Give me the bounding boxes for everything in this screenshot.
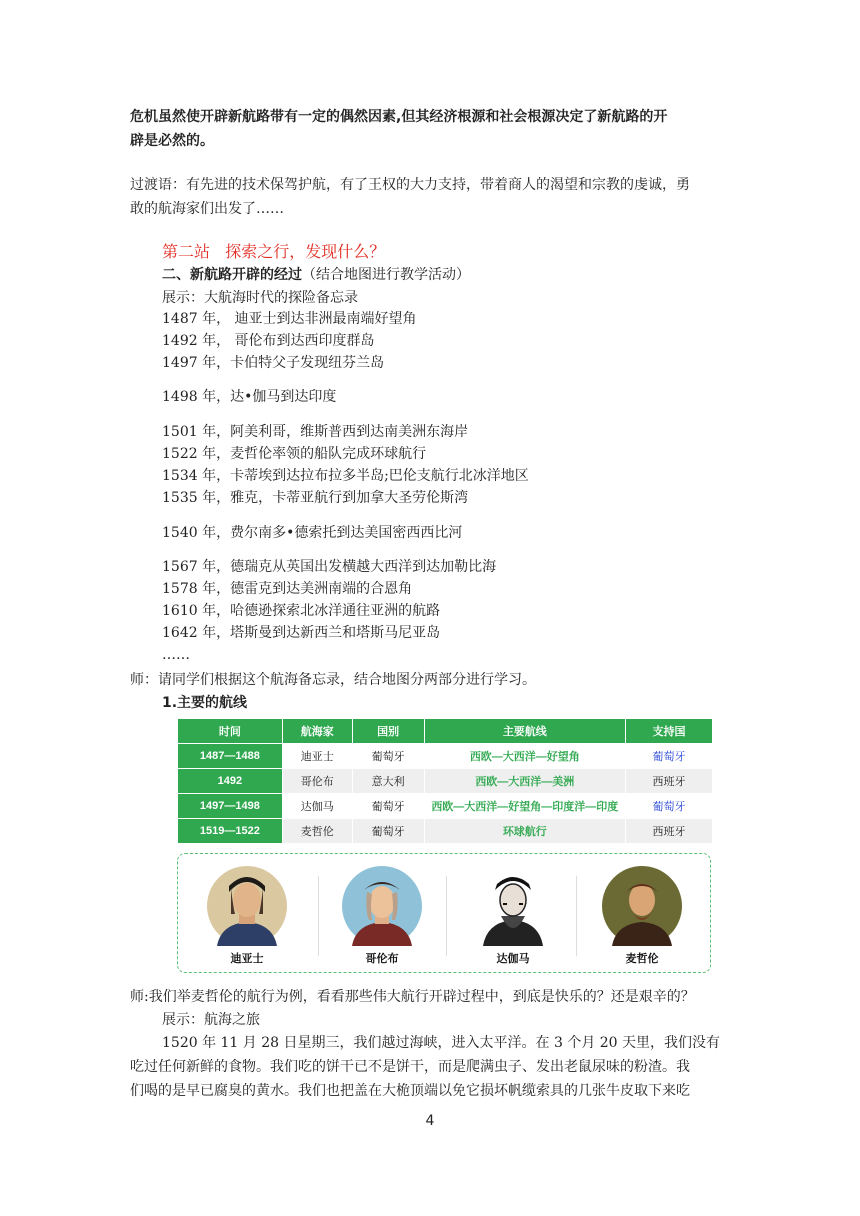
timeline-item: 1534 年，卡蒂埃到达拉布拉多半岛;巴伦支航行北冰洋地区: [162, 468, 529, 484]
table-header: 时间: [178, 719, 283, 744]
timeline-item: 1540 年，费尔南多•德索托到达美国密西西比河: [162, 525, 463, 541]
cell-time: 1487—1488: [178, 744, 283, 769]
timeline-item: 1501 年，阿美利哥，维斯普西到达南美洲东海岸: [162, 424, 469, 440]
timeline-item: 1522 年，麦哲伦率领的船队完成环球航行: [162, 446, 427, 462]
cell-sponsor: 西班牙: [626, 819, 713, 844]
cell-sponsor: 葡萄牙: [626, 744, 713, 769]
table-row: [178, 744, 713, 769]
portrait-name: 麦哲伦: [625, 953, 659, 965]
table-row: [178, 819, 713, 844]
timeline-ellipsis: ……: [162, 647, 190, 663]
timeline-item: 1498 年，达•伽马到达印度: [162, 389, 337, 405]
portrait-divider: [318, 876, 319, 956]
teacher-question: 师:我们举麦哲伦的航行为例，看看那些伟大航行开辟过程中，到底是快乐的？还是艰辛的？: [130, 989, 695, 1005]
timeline-item: 1487 年， 迪亚士到达非洲最南端好望角: [162, 311, 417, 327]
show-memo-label: 展示：大航海时代的探险备忘录: [162, 290, 358, 306]
timeline-item: 1492 年， 哥伦布到达西印度群岛: [162, 333, 375, 349]
timeline-item: 1567 年，德瑞克从英国出发横越大西洋到达加勒比海: [162, 559, 497, 575]
timeline-item: 1610 年，哈德逊探索北冰洋通往亚洲的航路: [162, 603, 441, 619]
transition-line-2: 敢的航海家们出发了……: [130, 201, 284, 217]
timeline-item: 1642 年，塔斯曼到达新西兰和塔斯马尼亚岛: [162, 625, 441, 641]
intro-bold-line-1: 危机虽然使开辟新航路带有一定的偶然因素,但其经济根源和社会根源决定了新航路的开: [130, 109, 668, 125]
section-heading-note: （结合地图进行教学活动）: [302, 267, 470, 283]
timeline-item: 1578 年，德雷克到达美洲南端的合恩角: [162, 581, 413, 597]
cell-country: 葡萄牙: [352, 819, 424, 844]
cell-country: 意大利: [352, 769, 424, 794]
portrait-name: 哥伦布: [365, 953, 399, 965]
cell-time: 1492: [178, 769, 283, 794]
table-row: [178, 794, 713, 819]
table-header: 主要航线: [424, 719, 626, 744]
portrait-card: [332, 866, 432, 966]
table-row: [178, 769, 713, 794]
story-line: 1520 年 11 月 28 日星期三，我们越过海峡，进入太平洋。在 3 个月 20 天里，我们没有: [162, 1035, 721, 1051]
da-gama-portrait-icon: [473, 866, 553, 946]
cell-route: 西欧—大西洋—好望角—印度洋—印度: [424, 794, 626, 819]
cell-route: 环球航行: [424, 819, 626, 844]
cell-route: 西欧—大西洋—美洲: [424, 769, 626, 794]
cell-country: 葡萄牙: [352, 794, 424, 819]
table-header: 航海家: [282, 719, 352, 744]
dias-portrait-icon: [207, 866, 287, 946]
show-voyage-label: 展示：航海之旅: [162, 1012, 260, 1028]
cell-sponsor: 西班牙: [626, 769, 713, 794]
intro-bold-line-2: 辟是必然的。: [130, 133, 214, 149]
cell-time: 1497—1498: [178, 794, 283, 819]
timeline-item: 1535 年，雅克，卡蒂亚航行到加拿大圣劳伦斯湾: [162, 490, 469, 506]
cell-sponsor: 葡萄牙: [626, 794, 713, 819]
portrait-card: [197, 866, 297, 966]
page-number: 4: [425, 1113, 435, 1129]
story-line: 吃过任何新鲜的食物。我们吃的饼干已不是饼干，而是爬满虫子、发出老鼠尿味的粉渣。我: [130, 1059, 690, 1075]
story-line: 们喝的是早已腐臭的黄水。我们也把盖在大桅顶端以免它损坏帆缆索具的几张牛皮取下来吃: [130, 1083, 690, 1099]
portrait-name: 迪亚士: [230, 953, 264, 965]
table-header: 国别: [352, 719, 424, 744]
transition-line-1: 过渡语：有先进的技术保驾护航，有了王权的大力支持，带着商人的渴望和宗教的虔诚，勇: [130, 177, 690, 193]
timeline-item: 1497 年，卡伯特父子发现纽芬兰岛: [162, 355, 385, 371]
portrait-divider: [576, 876, 577, 956]
section-heading-text: 二、新航路开辟的经过: [162, 267, 302, 283]
portrait-card: [463, 866, 563, 966]
table-header: 支持国: [626, 719, 713, 744]
cell-navigator: 哥伦布: [282, 769, 352, 794]
teacher-instruction: 师：请同学们根据这个航海备忘录，结合地图分两部分进行学习。: [130, 672, 536, 688]
portrait-divider: [446, 876, 447, 956]
station-title: 第二站 探索之行，发现什么？: [162, 242, 386, 261]
routes-table: [177, 718, 713, 844]
portraits-panel: [177, 853, 711, 973]
cell-route: 西欧—大西洋—好望角: [424, 744, 626, 769]
cell-navigator: 迪亚士: [282, 744, 352, 769]
cell-navigator: 麦哲伦: [282, 819, 352, 844]
table-header-row: [178, 719, 713, 744]
cell-navigator: 达伽马: [282, 794, 352, 819]
columbus-portrait-icon: [342, 866, 422, 946]
cell-time: 1519—1522: [178, 819, 283, 844]
portrait-name: 达伽马: [496, 953, 530, 965]
cell-country: 葡萄牙: [352, 744, 424, 769]
portrait-card: [592, 866, 692, 966]
magellan-portrait-icon: [602, 866, 682, 946]
main-routes-heading: 1.主要的航线: [162, 695, 248, 711]
